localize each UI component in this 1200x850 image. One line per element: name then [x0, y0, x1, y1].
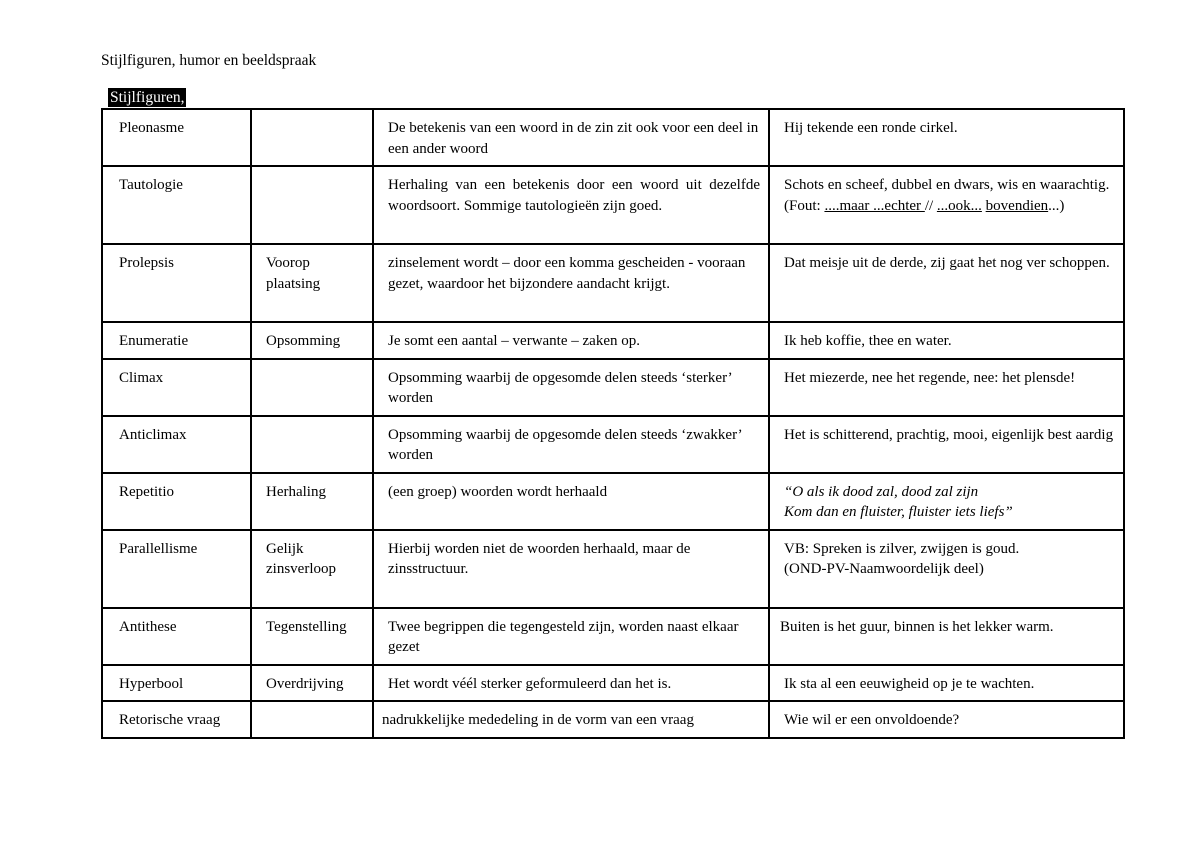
poem-line: Kom dan en fluister, fluister iets liefs”: [784, 504, 1013, 520]
alt-term-cell: [251, 416, 373, 473]
example-cell: Ik heb koffie, thee en water.: [769, 322, 1124, 359]
example-cell: VB: Spreken is zilver, zwijgen is goud. (OND-PV-Naamwoordelijk deel): [769, 530, 1124, 608]
example-cell: Dat meisje uit de derde, zij gaat het nog ver schoppen.: [769, 244, 1124, 322]
alt-term-cell: [251, 701, 373, 738]
table-row: [102, 665, 1124, 702]
alt-term-cell: Herhaling: [251, 473, 373, 530]
table-row: [102, 359, 1124, 416]
definition-cell: Twee begrippen die tegengesteld zijn, worden naast elkaar gezet: [373, 608, 769, 665]
table-row: [102, 322, 1124, 359]
table-row: [102, 608, 1124, 665]
term-cell: Repetitio: [102, 473, 251, 530]
term-cell: Antithese: [102, 608, 251, 665]
definition-cell: Opsomming waarbij de opgesomde delen steeds ‘zwakker’ worden: [373, 416, 769, 473]
definition-cell: Het wordt véél sterker geformuleerd dan het is.: [373, 665, 769, 702]
alt-term-cell: Tegenstelling: [251, 608, 373, 665]
term-cell: Tautologie: [102, 166, 251, 244]
definition-cell: Opsomming waarbij de opgesomde delen steeds ‘sterker’ worden: [373, 359, 769, 416]
term-cell: Parallellisme: [102, 530, 251, 608]
table-row: [102, 244, 1124, 322]
underlined-example: ....maar ...echter: [824, 197, 925, 214]
definition-cell: Je somt een aantal – verwante – zaken op.: [373, 322, 769, 359]
term-cell: Prolepsis: [102, 244, 251, 322]
table-row: [102, 473, 1124, 530]
definition-cell: Herhaling van een betekenis door een woord uit dezelfde woordsoort. Sommige tautologieën zijn goed.: [373, 166, 769, 244]
example-text: Schots en scheef, dubbel en dwars, wis en waarachtig. (Fout:: [784, 177, 1110, 214]
example-separator: //: [924, 197, 937, 214]
example-cell: Het is schitterend, prachtig, mooi, eigenlijk best aardig: [769, 416, 1124, 473]
section-heading: Stijlfiguren,: [110, 89, 185, 106]
term-cell: Climax: [102, 359, 251, 416]
alt-term-cell: Overdrijving: [251, 665, 373, 702]
example-cell: Buiten is het guur, binnen is het lekker warm.: [769, 608, 1124, 665]
definition-cell: nadrukkelijke mededeling in de vorm van een vraag: [373, 701, 769, 738]
alt-term-cell: [251, 359, 373, 416]
definition-cell: (een groep) woorden wordt herhaald: [373, 473, 769, 530]
alt-term-cell: [251, 166, 373, 244]
example-cell: [769, 473, 1124, 530]
table-row: [102, 166, 1124, 244]
term-cell: Retorische vraag: [102, 701, 251, 738]
example-text: ...): [1048, 197, 1065, 214]
definition-cell: Hierbij worden niet de woorden herhaald, maar de zinsstructuur.: [373, 530, 769, 608]
underlined-example: bovendien: [985, 197, 1049, 214]
alt-term-cell: Gelijk zinsverloop: [251, 530, 373, 608]
table-row: [102, 416, 1124, 473]
term-cell: Anticlimax: [102, 416, 251, 473]
example-cell: Wie wil er een onvoldoende?: [769, 701, 1124, 738]
example-cell: Ik sta al een eeuwigheid op je te wachten.: [769, 665, 1124, 702]
poem-line: “O als ik dood zal, dood zal zijn: [784, 483, 979, 500]
definition-cell: De betekenis van een woord in de zin zit ook voor een deel in een ander woord: [373, 109, 769, 166]
table-row: [102, 109, 1124, 166]
alt-term-cell: Voorop plaatsing: [251, 244, 373, 322]
underlined-example: ...ook...: [936, 197, 982, 214]
example-cell: [769, 166, 1124, 244]
term-cell: Hyperbool: [102, 665, 251, 702]
document-title: Stijlfiguren, humor en beeldspraak: [101, 52, 317, 69]
table-row: [102, 701, 1124, 738]
table-row: [102, 530, 1124, 608]
alt-term-cell: Opsomming: [251, 322, 373, 359]
definition-cell: zinselement wordt – door een komma gescheiden - vooraan gezet, waardoor het bijzondere aandacht krijgt.: [373, 244, 769, 322]
example-cell: Het miezerde, nee het regende, nee: het plensde!: [769, 359, 1124, 416]
stijlfiguren-table: [101, 108, 1125, 739]
alt-term-cell: [251, 109, 373, 166]
term-cell: Enumeratie: [102, 322, 251, 359]
term-cell: Pleonasme: [102, 109, 251, 166]
example-cell: Hij tekende een ronde cirkel.: [769, 109, 1124, 166]
